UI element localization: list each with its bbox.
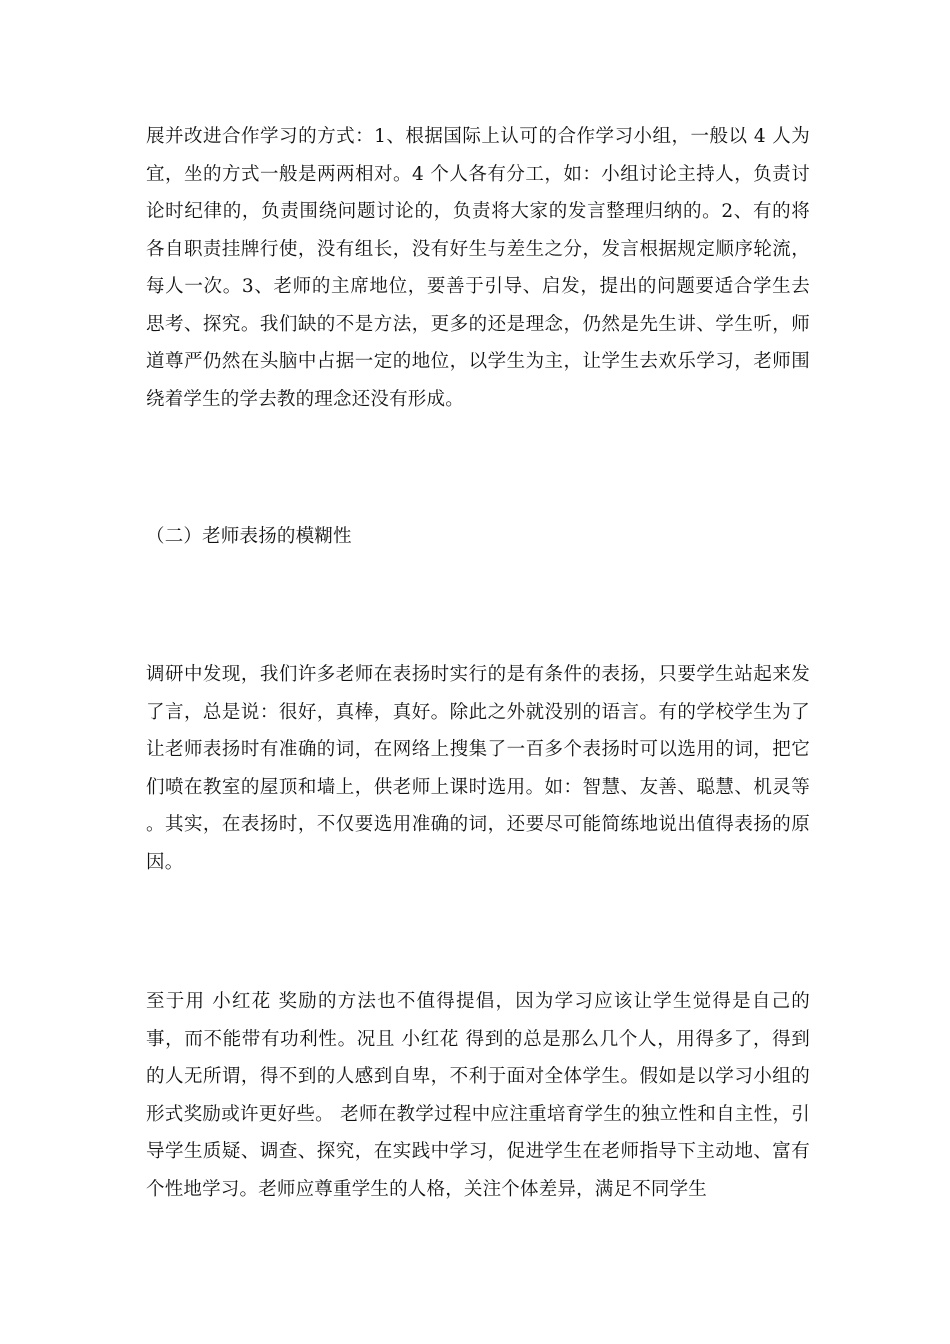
paragraph-cooperative-learning: 展并改进合作学习的方式：1、根据国际上认可的合作学习小组，一般以 4 人为宜，坐的方式一般是两两相对。4 个人各有分工，如：小组讨论主持人，负责讨论时纪律的，负责围绕问题讨论的，负责将大家的发言整理归纳的。2、有的将各自职责挂牌行使，没有组长，没有好生与差生之分，发言根据规定顺序轮流，每人一次。3、老师的主席地位，要善于引导、启发，提出的问题要适合学生去思考、探究。我们缺的不是方法，更多的还是理念，仍然是先生讲、学生听，师道尊严仍然在头脑中占据一定的地位，以学生为主，让学生去欢乐学习，老师围绕着学生的学去教的理念还没有形成。 bbox=[146, 126, 810, 410]
paragraph-praise-research: 调研中发现，我们许多老师在表扬时实行的是有条件的表扬，只要学生站起来发了言，总是说：很好，真棒，真好。除此之外就没别的语言。有的学校学生为了让老师表扬时有准确的词，在网络上搜集了一百多个表扬时可以选用的词，把它们喷在教室的屋顶和墙上，供老师上课时选用。如：智慧、友善、聪慧、机灵等 。其实，在表扬时，不仅要选用准确的词，还要尽可能简练地说出值得表扬的原因。 bbox=[146, 664, 810, 873]
section-heading: （二）老师表扬的模糊性 bbox=[146, 526, 352, 547]
paragraph-red-flower-reward: 至于用 小红花 奖励的方法也不值得提倡，因为学习应该让学生觉得是自己的事，而不能带有功利性。况且 小红花 得到的总是那么几个人，用得多了，得到的人无所谓，得不到的人感到自卑，不利于面对全体学生。假如是以学习小组的形式奖励或许更好些。 老师在教学过程中应注重培育学生的独立性和自主性，引导学生质疑、调查、探究，在实践中学习，促进学生在老师指导下主动地、富有个性地学习。老师应尊重学生的人格，关注个体差异，满足不同学生 bbox=[146, 991, 810, 1200]
